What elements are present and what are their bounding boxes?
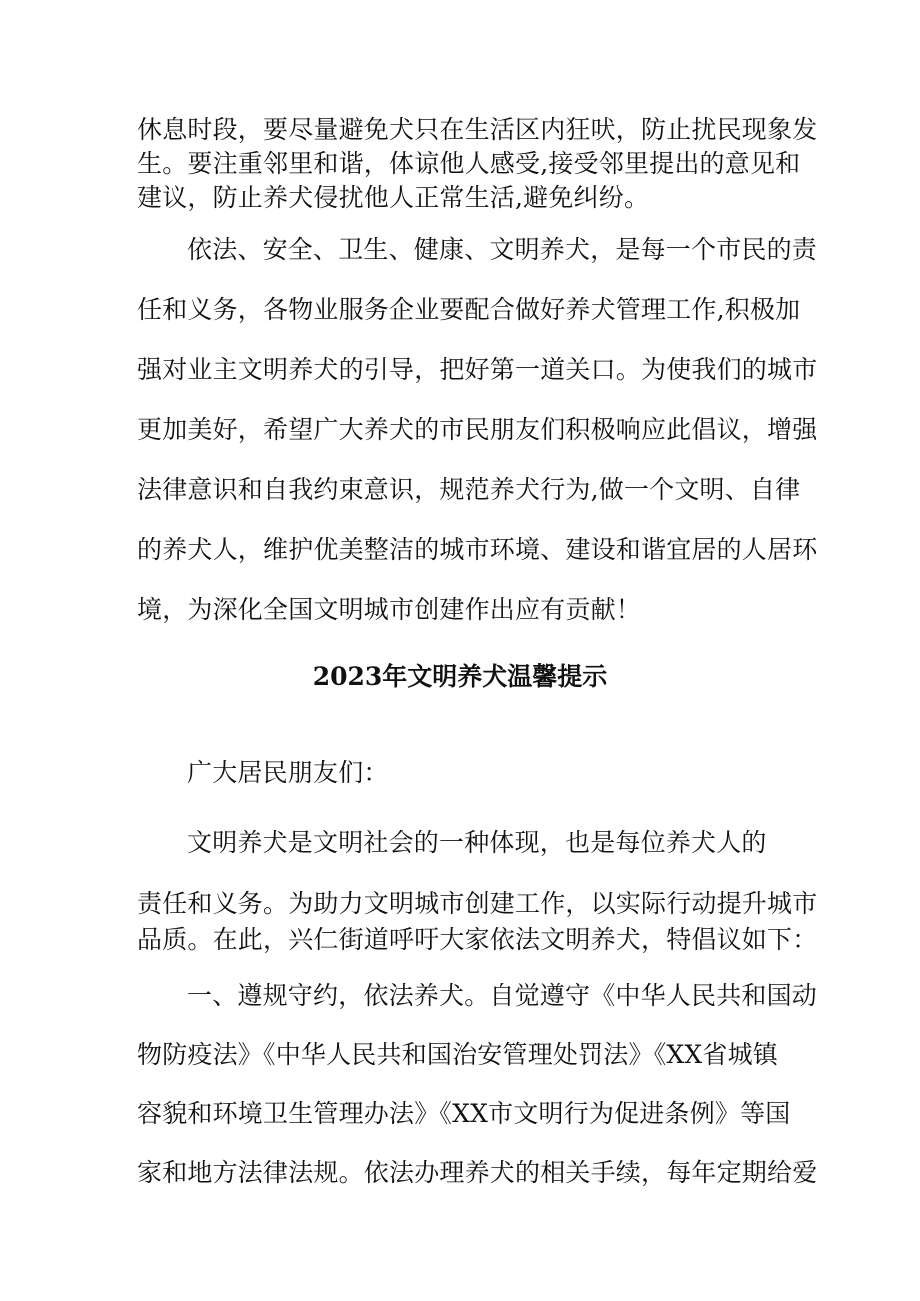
paragraph-1-line-1: 休息时段，要尽量避免犬只在生活区内狂吠，防止扰民现象发 xyxy=(137,115,818,144)
paragraph-2-line-1: 依法、安全、卫生、健康、文明养犬，是每一个市民的责 xyxy=(187,235,818,264)
paragraph-4-line-3: 容貌和环境卫生管理办法》《XX市文明行为促进条例》等国 xyxy=(137,1099,791,1128)
paragraph-2-line-3: 强对业主文明养犬的引导，把好第一道关口。为使我们的城市 xyxy=(137,355,818,384)
paragraph-3-line-3: 品质。在此，兴仁街道呼吁大家依法文明养犬，特倡议如下： xyxy=(137,925,818,954)
paragraph-2-line-2: 任和义务，各物业服务企业要配合做好养犬管理工作,积极加 xyxy=(137,295,801,324)
paragraph-1-line-3: 建议，防止养犬侵扰他人正常生活,避免纠纷。 xyxy=(137,183,650,212)
section-title: 2023年文明养犬温馨提示 xyxy=(312,662,608,691)
paragraph-4-line-4: 家和地方法律法规。依法办理养犬的相关手续，每年定期给爱 xyxy=(137,1158,818,1187)
paragraph-4-line-2: 物防疫法》《中华人民共和国治安管理处罚法》《XX省城镇 xyxy=(137,1040,778,1069)
paragraph-2-line-4: 更加美好，希望广大养犬的市民朋友们积极响应此倡议，增强 xyxy=(137,415,818,444)
paragraph-3-line-1: 文明养犬是文明社会的一种体现，也是每位养犬人的 xyxy=(187,828,767,857)
paragraph-2-line-7: 境，为深化全国文明城市创建作出应有贡献！ xyxy=(137,595,642,624)
paragraph-2-line-6: 的养犬人，维护优美整洁的城市环境、建设和谐宜居的人居环 xyxy=(137,535,818,564)
paragraph-4-line-1: 一、遵规守约，依法养犬。自觉遵守《中华人民共和国动 xyxy=(187,981,818,1010)
paragraph-3-line-2: 责任和义务。为助力文明城市创建工作，以实际行动提升城市 xyxy=(137,889,818,918)
salutation: 广大居民朋友们： xyxy=(187,758,389,787)
paragraph-2-line-5: 法律意识和自我约束意识，规范养犬行为,做一个文明、自律 xyxy=(137,475,801,504)
paragraph-1-line-2: 生。要注重邻里和谐，体谅他人感受,接受邻里提出的意见和 xyxy=(137,149,801,178)
